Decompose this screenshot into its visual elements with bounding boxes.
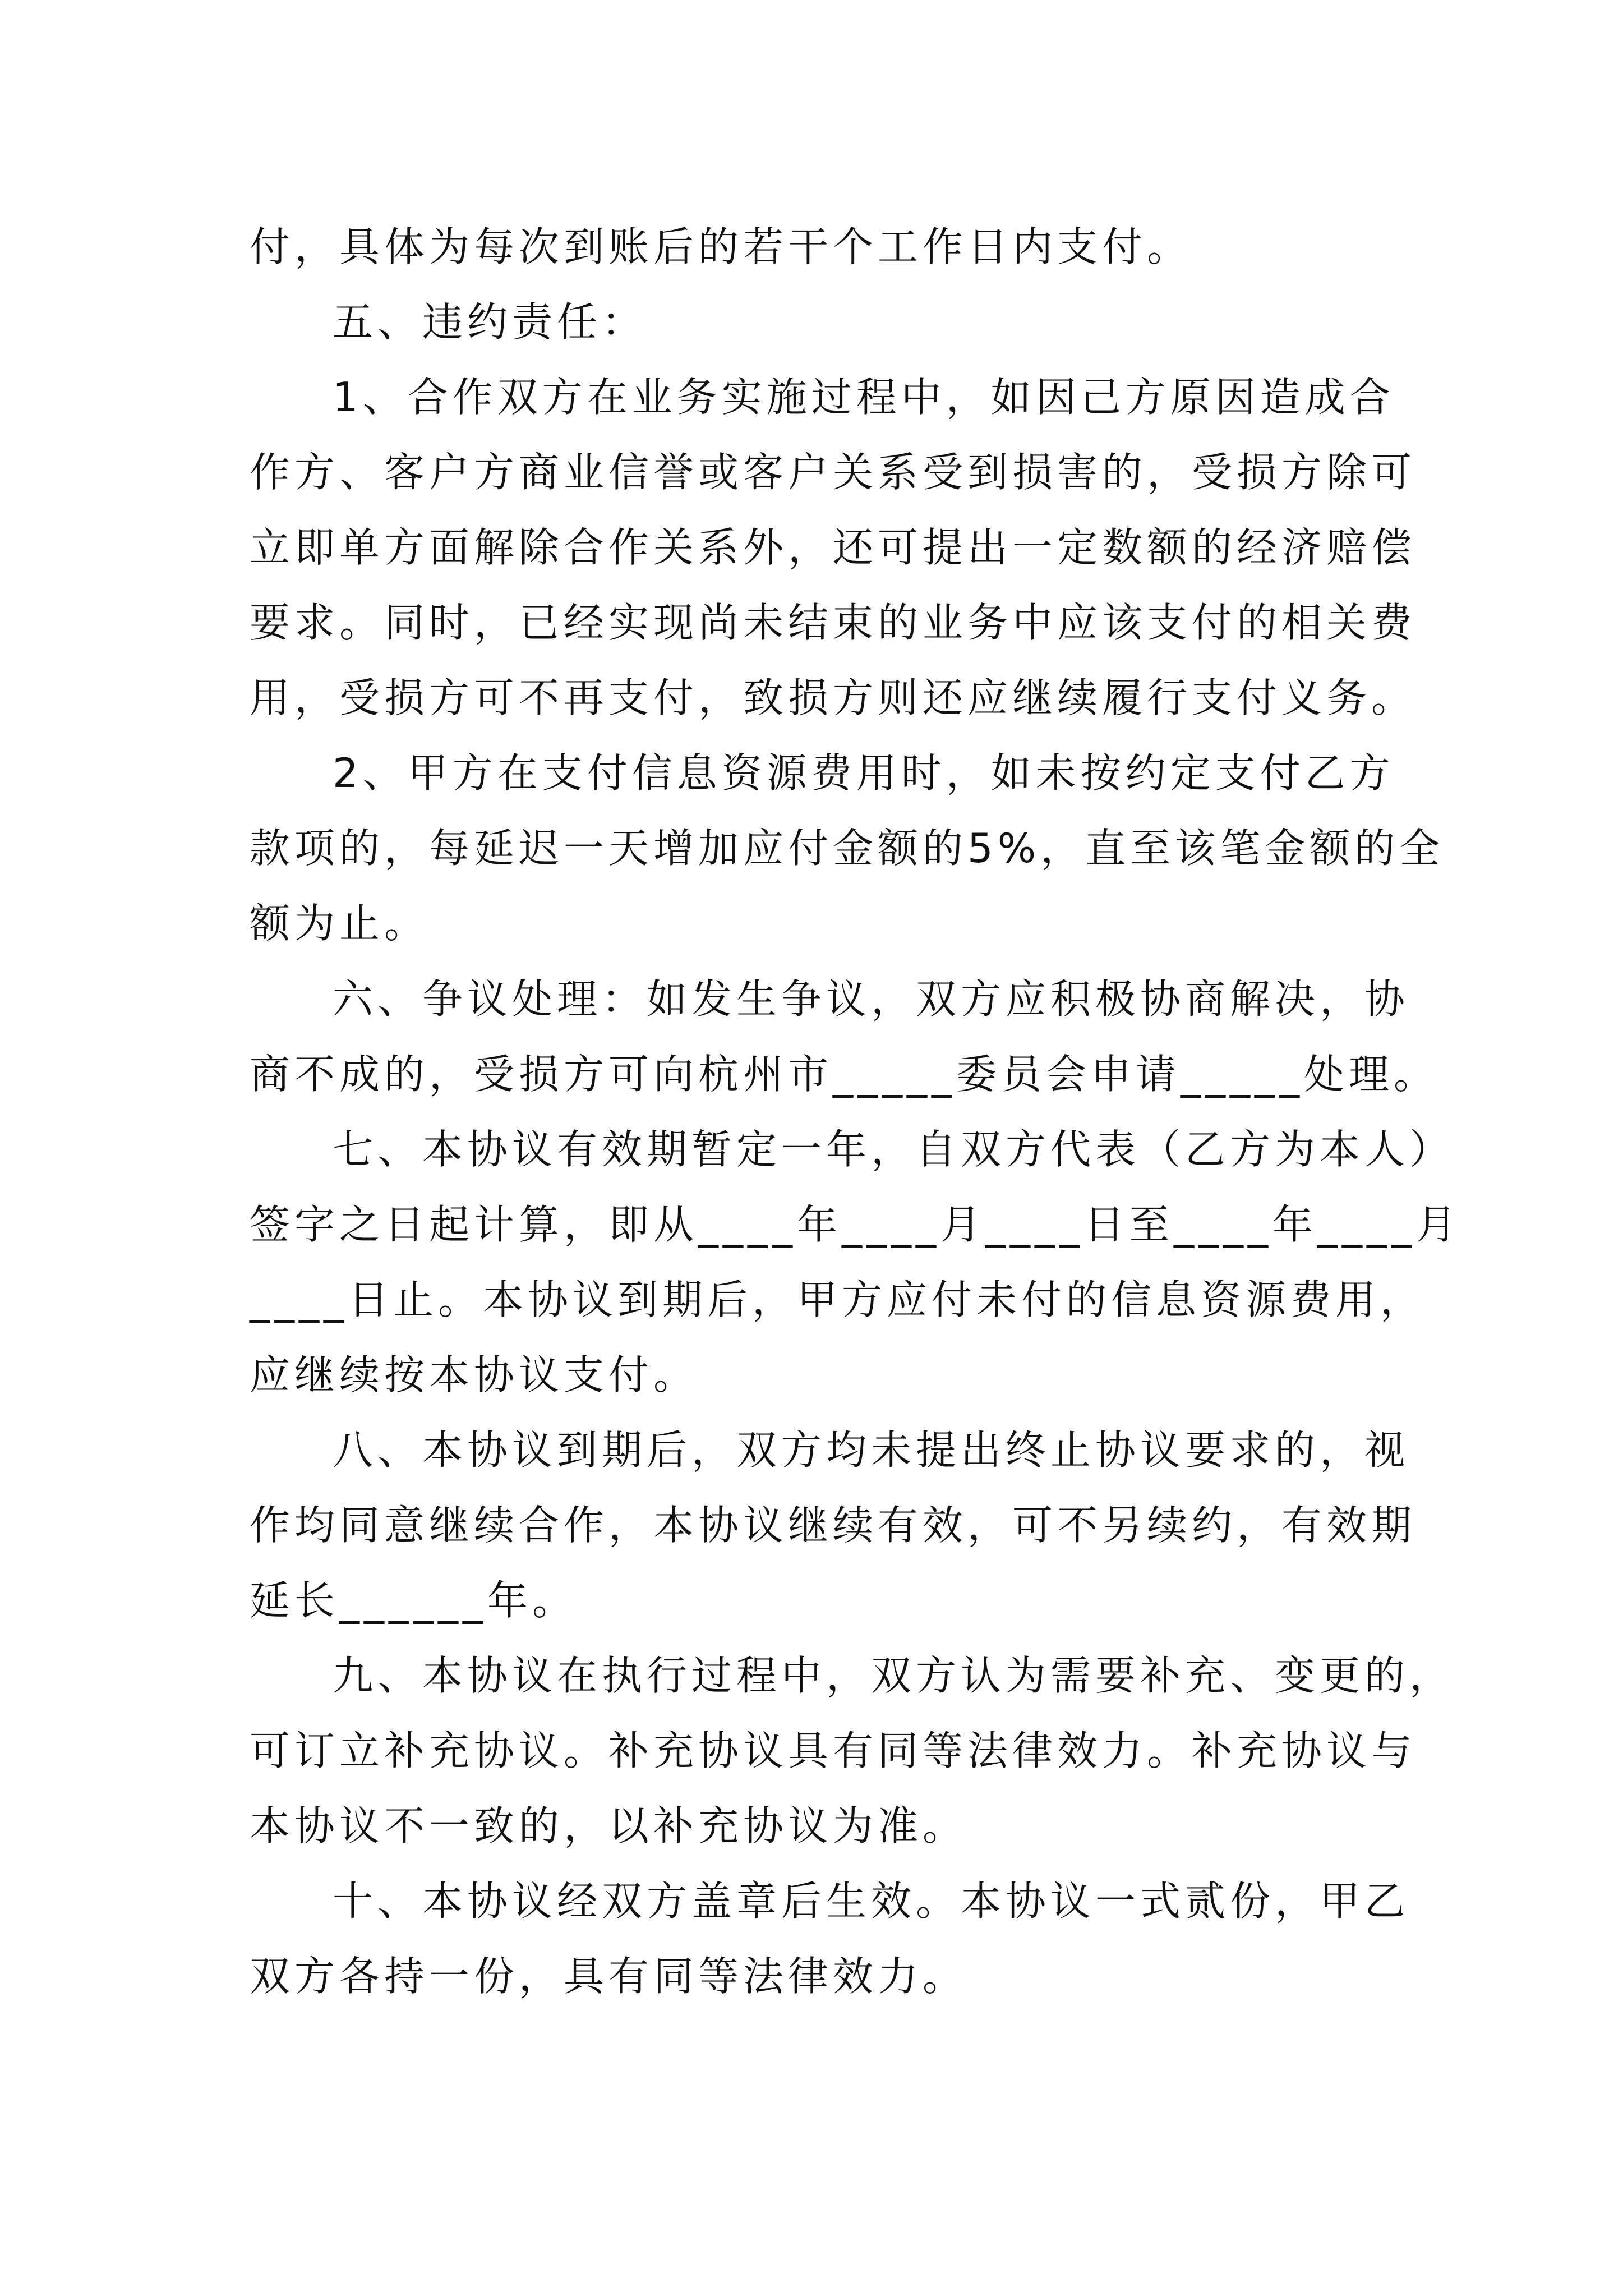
text-line-24: 双方各持一份，具有同等法律效力。 (250, 1953, 968, 2000)
text-line-7: 用，受损方可不再支付，致损方则还应继续履行支付义务。 (250, 674, 1417, 721)
text-line-5: 立即单方面解除合作关系外，还可提出一定数额的经济赔偿 (250, 524, 1417, 571)
text-line-18: 作均同意继续合作，本协议继续有效，可不另续约，有效期 (250, 1502, 1417, 1549)
text-line-3: 1、合作双方在业务实施过程中，如因己方原因造成合 (333, 374, 1395, 421)
text-line-15: ____日止。本协议到期后，甲方应付未付的信息资源费用， (250, 1276, 1426, 1323)
text-line-20: 九、本协议在执行过程中，双方认为需要补充、变更的， (333, 1652, 1455, 1699)
text-line-19: 延长______年。 (250, 1577, 578, 1624)
text-line-14: 签字之日起计算，即从____年____月____日至____年____月 (250, 1201, 1461, 1248)
text-line-17: 八、本协议到期后，双方均未提出终止协议要求的，视 (333, 1427, 1410, 1474)
text-line-13: 七、本协议有效期暂定一年，自双方代表（乙方为本人） (333, 1126, 1455, 1173)
text-line-11: 六、争议处理：如发生争议，双方应积极协商解决，协 (333, 976, 1410, 1023)
text-line-22: 本协议不一致的，以补充协议为准。 (250, 1802, 968, 1849)
text-line-4: 作方、客户方商业信誉或客户关系受到损害的，受损方除可 (250, 449, 1417, 496)
text-line-21: 可订立补充协议。补充协议具有同等法律效力。补充协议与 (250, 1727, 1417, 1774)
text-line-9: 款项的，每延迟一天增加应付金额的5%，直至该笔金额的全 (250, 825, 1445, 872)
text-line-16: 应继续按本协议支付。 (250, 1351, 699, 1398)
text-line-10: 额为止。 (250, 900, 430, 947)
text-line-6: 要求。同时，已经实现尚未结束的业务中应该支付的相关费 (250, 599, 1417, 646)
section-heading-breach-liability: 五、违约责任： (333, 298, 647, 346)
text-line-23: 十、本协议经双方盖章后生效。本协议一式贰份，甲乙 (333, 1878, 1410, 1925)
text-line-1: 付，具体为每次到账后的若干个工作日内支付。 (250, 223, 1192, 270)
text-line-8: 2、甲方在支付信息资源费用时，如未按约定支付乙方 (333, 749, 1395, 797)
text-line-12: 商不成的，受损方可向杭州市_____委员会申请_____处理。 (250, 1051, 1439, 1098)
